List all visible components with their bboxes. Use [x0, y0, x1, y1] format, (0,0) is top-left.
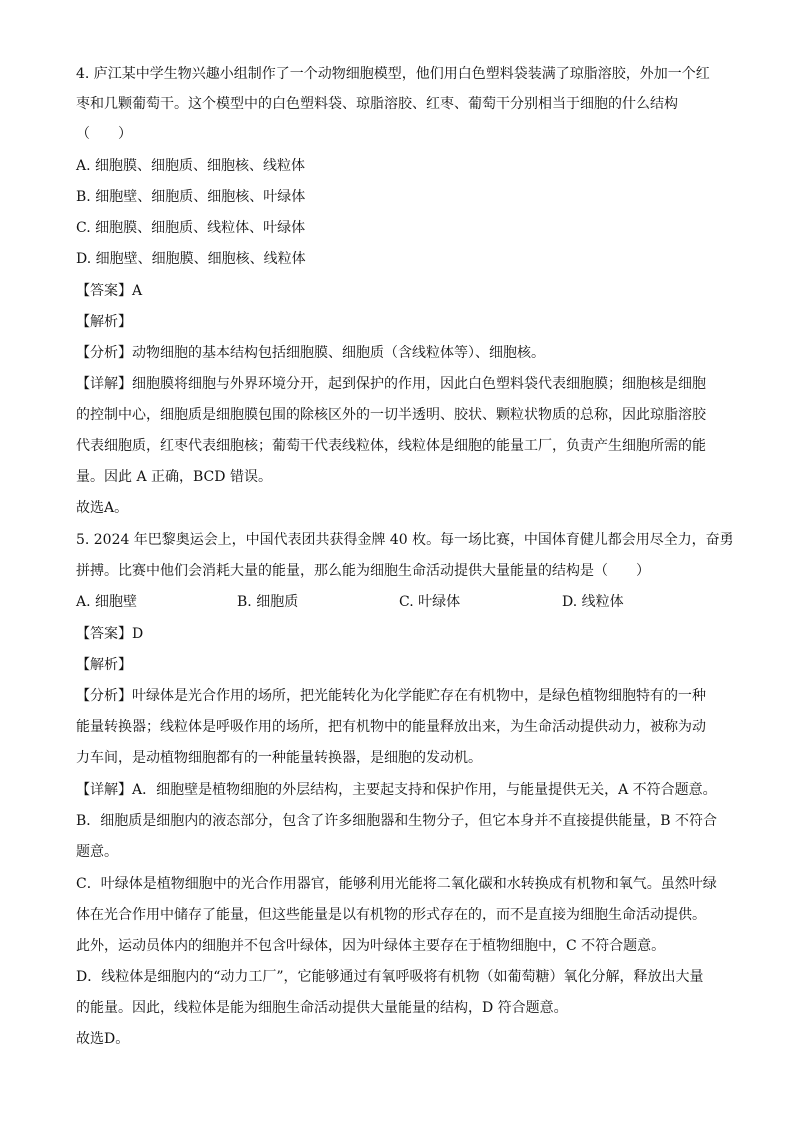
q4-stem-line-2: 枣和几颗葡萄干。这个模型中的白色塑料袋、琼脂溶胶、红枣、葡萄干分别相当于细胞的什么结构: [76, 96, 678, 112]
q5-detail-line-1: 【详解】A．细胞壁是植物细胞的外层结构，主要起支持和保护作用，与能量提供无关，A 不符合题意。: [76, 782, 717, 798]
q5-detail-line-5: 体在光合作用中储存了能量，但这些能量是以有机物的形式存在的，而不是直接为细胞生命活动提供。: [76, 907, 706, 923]
q5-detail-line-6: 此外，运动员体内的细胞并不包含叶绿体，因为叶绿体主要存在于植物细胞中，C 不符合题意。: [76, 938, 666, 954]
q5-detail-line-8: 的能量。因此，线粒体是能为细胞生命活动提供大量能量的结构，D 符合题意。: [76, 1000, 568, 1016]
q5-option-b: B. 细胞质: [237, 594, 299, 610]
q5-conclusion: 故选D。: [76, 1031, 130, 1047]
q5-detail-line-3: 题意。: [76, 844, 118, 860]
q4-option-d: D. 细胞壁、细胞膜、细胞核、线粒体: [76, 251, 306, 267]
q4-option-c: C. 细胞膜、细胞质、线粒体、叶绿体: [76, 220, 306, 236]
q4-detail-line-3: 代表细胞质，红枣代表细胞核；葡萄干代表线粒体，线粒体是细胞的能量工厂，负责产生细胞所需的能: [76, 438, 706, 454]
q4-detail-line-2: 的控制中心，细胞质是细胞膜包围的除核区外的一切半透明、胶状、颗粒状物质的总称，因此琼脂溶胶: [76, 407, 706, 423]
q5-analysis-line-2: 能量转换器；线粒体是呼吸作用的场所，把有机物中的能量释放出来，为生命活动提供动力，被称为动: [76, 719, 706, 735]
q5-option-a: A. 细胞壁: [76, 594, 138, 610]
q5-analysis-line-1: 【分析】叶绿体是光合作用的场所，把光能转化为化学能贮存在有机物中，是绿色植物细胞特有的一种: [76, 688, 706, 704]
q5-analysis-line-3: 力车间，是动植物细胞都有的一种能量转换器，是细胞的发动机。: [76, 750, 482, 766]
q5-stem-line-1: 5. 2024 年巴黎奥运会上，中国代表团共获得金牌 40 枚。每一场比赛，中国体育健儿都会用尽全力，奋勇: [76, 532, 734, 548]
q4-option-a: A. 细胞膜、细胞质、细胞核、线粒体: [76, 158, 306, 174]
q4-stem-line-1: 4. 庐江某中学生物兴趣小组制作了一个动物细胞模型，他们用白色塑料袋装满了琼脂溶胶，外加一个红: [76, 66, 710, 82]
q5-detail-line-7: D．线粒体是细胞内的“动力工厂”，它能够通过有氧呼吸将有机物（如葡萄糖）氧化分解，释放出大量: [76, 969, 704, 985]
q5-option-d: D. 线粒体: [562, 594, 624, 610]
q4-answer: 【答案】A: [76, 283, 143, 299]
q4-conclusion: 故选A。: [76, 500, 129, 516]
q4-detail-line-1: 【详解】细胞膜将细胞与外界环境分开，起到保护的作用，因此白色塑料袋代表细胞膜；细胞核是细胞: [76, 376, 706, 392]
q4-analysis-heading: 【解析】: [76, 314, 132, 330]
q4-stem-line-3: （ ）: [76, 126, 132, 142]
q4-analysis: 【分析】动物细胞的基本结构包括细胞膜、细胞质（含线粒体等）、细胞核。: [76, 345, 545, 361]
q5-analysis-heading: 【解析】: [76, 657, 132, 673]
q5-detail-line-4: C．叶绿体是植物细胞中的光合作用器官，能够利用光能将二氧化碳和水转换成有机物和氧气。虽然叶绿: [76, 876, 717, 892]
q4-option-b: B. 细胞壁、细胞质、细胞核、叶绿体: [76, 189, 306, 205]
q5-stem-line-2: 拼搏。比赛中他们会消耗大量的能量，那么能为细胞生命活动提供大量能量的结构是（ ）: [76, 563, 650, 579]
q4-detail-line-4: 量。因此 A 正确，BCD 错误。: [76, 469, 272, 485]
q5-option-c: C. 叶绿体: [399, 594, 461, 610]
q5-detail-line-2: B．细胞质是细胞内的液态部分，包含了许多细胞器和生物分子，但它本身并不直接提供能量，B 不符合: [76, 813, 718, 829]
q5-options-row: [76, 592, 716, 612]
q5-answer: 【答案】D: [76, 626, 144, 642]
